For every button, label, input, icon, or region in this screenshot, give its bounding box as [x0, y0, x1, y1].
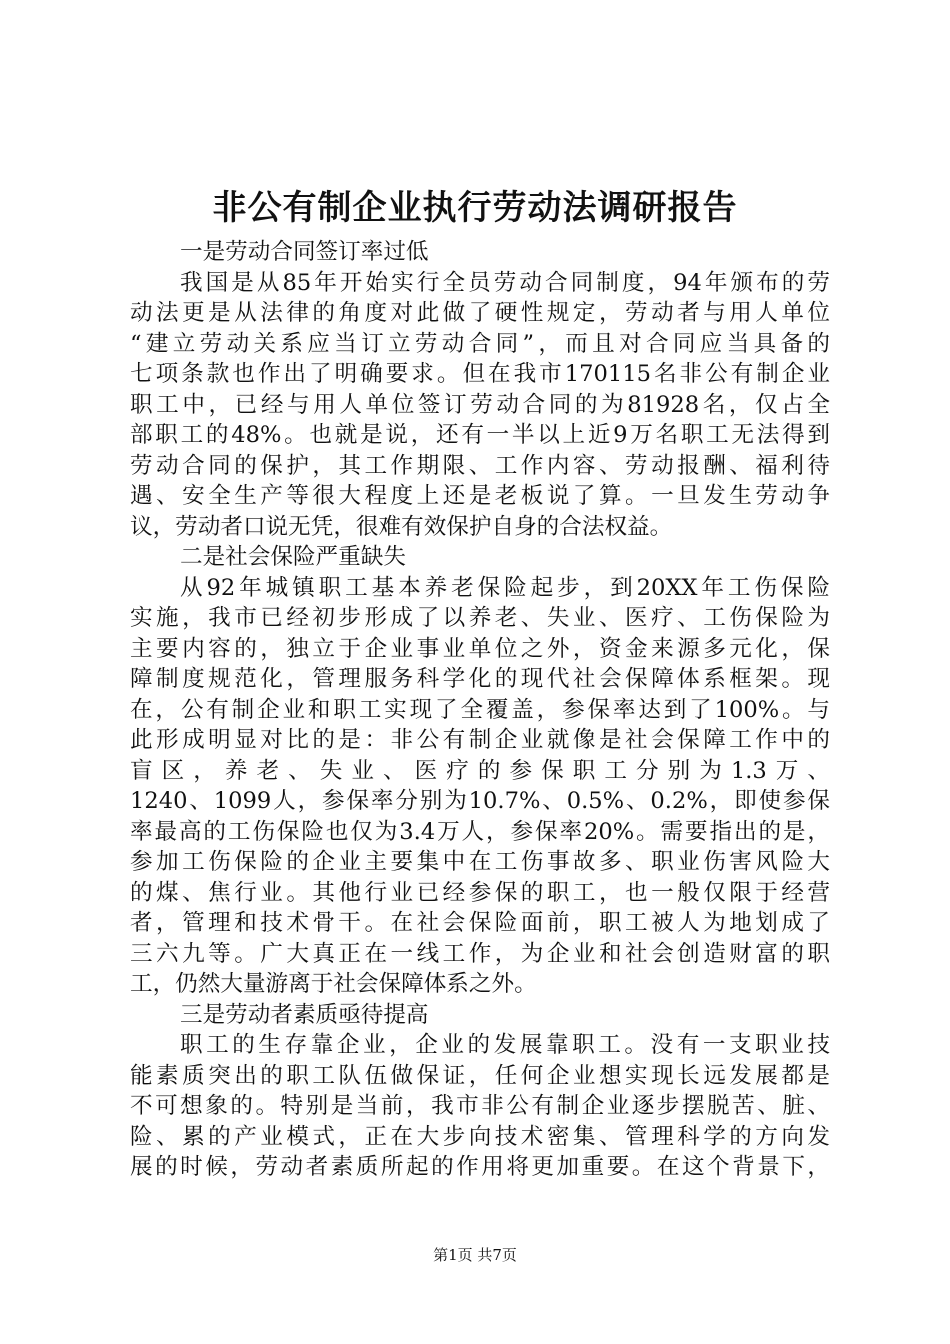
text-line: 主要内容的，独立于企业事业单位之外，资金来源多元化，保	[130, 635, 830, 662]
text-line: 不可想象的。特别是当前，我市非公有制企业逐步摆脱苦、脏、	[130, 1093, 830, 1119]
document-title: 非公有制企业执行劳动法调研报告	[212, 188, 738, 228]
text-line: 此形成明显对比的是：非公有制企业就像是社会保障工作中的	[130, 727, 830, 753]
text-line: 三是劳动者素质亟待提高	[180, 1001, 429, 1028]
text-line: 三六九等。广大真正在一线工作，为企业和社会创造财富的职	[130, 940, 830, 967]
text-line: 展的时候，劳动者素质所起的作用将更加重要。在这个背景下，	[130, 1154, 830, 1180]
text-line: 者，管理和技术骨干。在社会保险面前，职工被人为地划成了	[130, 910, 830, 936]
text-line: 工，仍然大量游离于社会保障体系之外。	[130, 971, 537, 997]
text-line: 障制度规范化，管理服务科学化的现代社会保障体系框架。现	[130, 666, 830, 692]
text-line: 部职工的48%。也就是说，还有一半以上近9万名职工无法得到	[130, 422, 830, 448]
text-line: 率最高的工伤保险也仅为3.4万人，参保率20%。需要指出的是，	[130, 818, 830, 845]
text-line: 遇、安全生产等很大程度上还是老板说了算。一旦发生劳动争	[130, 483, 830, 509]
text-line: 动法更是从法律的角度对此做了硬性规定，劳动者与用人单位	[130, 300, 830, 326]
text-line: 参加工伤保险的企业主要集中在工伤事故多、职业伤害风险大	[130, 849, 830, 875]
document-body	[130, 237, 830, 1183]
text-line: 从92年城镇职工基本养老保险起步，到20XX年工伤保险	[180, 574, 830, 601]
text-line: 职工的生存靠企业，企业的发展靠职工。没有一支职业技	[180, 1032, 830, 1058]
text-line: 的煤、焦行业。其他行业已经参保的职工，也一般仅限于经营	[130, 879, 830, 906]
text-line: 劳动合同的保护，其工作期限、工作内容、劳动报酬、福利待	[130, 452, 830, 479]
text-line: 1240、1099人，参保率分别为10.7%、0.5%、0.2%，即使参保	[130, 788, 830, 814]
text-line: 能素质突出的职工队伍做保证，任何企业想实现长远发展都是	[130, 1062, 830, 1089]
text-line: 职工中，已经与用人单位签订劳动合同的为81928名，仅占全	[130, 391, 830, 418]
text-line: 我国是从85年开始实行全员劳动合同制度，94年颁布的劳	[180, 269, 830, 296]
page-footer: 第1页 共7页	[433, 1246, 517, 1264]
text-line: 七项条款也作出了明确要求。但在我市170115名非公有制企业	[130, 361, 830, 387]
text-line: “建立劳动关系应当订立劳动合同”，而且对合同应当具备的	[130, 330, 830, 357]
text-line: 实施，我市已经初步形成了以养老、失业、医疗、工伤保险为	[130, 605, 830, 631]
text-line: 盲区，养老、失业、医疗的参保职工分别为1.3万、	[130, 757, 830, 784]
text-line: 险、累的产业模式，正在大步向技术密集、管理科学的方向发	[130, 1123, 830, 1150]
text-line: 一是劳动合同签订率过低	[180, 239, 429, 265]
text-line: 二是社会保险严重缺失	[180, 544, 406, 570]
text-line: 议，劳动者口说无凭，很难有效保护自身的合法权益。	[130, 513, 673, 540]
text-line: 在，公有制企业和职工实现了全覆盖，参保率达到了100%。与	[130, 696, 830, 723]
